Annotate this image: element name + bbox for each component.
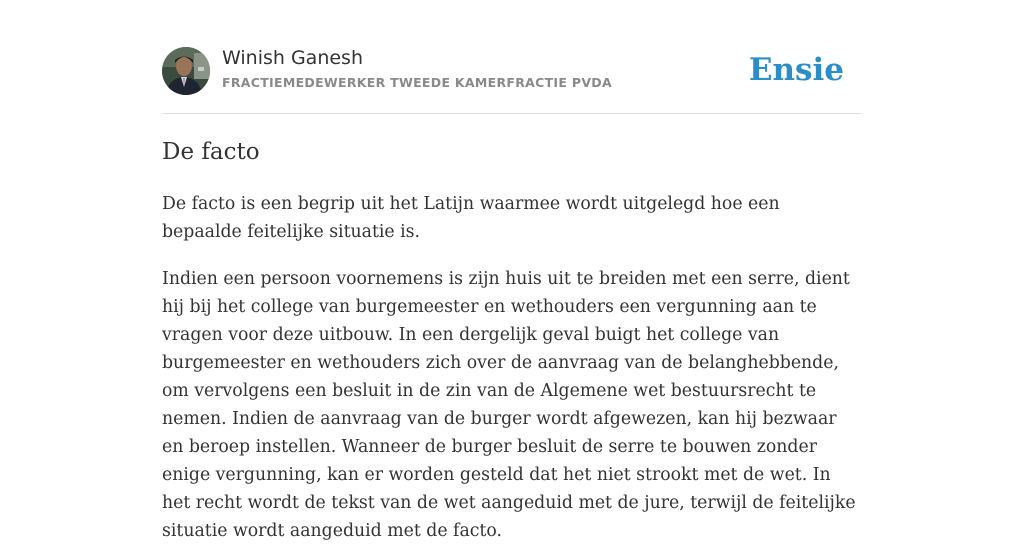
article-title: De facto <box>162 139 260 165</box>
brand-logo[interactable]: Ensie <box>748 52 844 88</box>
article-paragraph: De facto is een begrip uit het Latijn waarmee wordt uitgelegd hoe een bepaalde feitelijke situatie is. <box>162 194 780 242</box>
author-header <box>162 0 862 114</box>
author-role: FRACTIEMEDEWERKER TWEEDE KAMERFRACTIE PVDA <box>222 75 612 90</box>
article-container <box>162 0 862 541</box>
avatar-photo <box>162 47 210 95</box>
article-paragraph: Indien een persoon voornemens is zijn huis uit te breiden met een serre, dient hij bij het college van burgemeester en wethouders een vergunning aan te vragen voor deze uitbouw. In een dergelijk geval buigt het college van burgemeester en wethouders zich over de aanvraag van de belanghebbende, om vervolgens een besluit in de zin van de Algemene wet bestuursrecht te nemen. Indien de aanvraag van de burger wordt afgewezen, kan hij bezwaar en beroep instellen. Wanneer de burger besluit de serre te bouwen zonder enige vergunning, kan er worden gesteld dat het niet strookt met de wet. In het recht wordt de tekst van de wet aangeduid met de jure, terwijl de feitelijke situatie wordt aangeduid met de facto. <box>162 269 856 541</box>
author-name[interactable]: Winish Ganesh <box>222 47 363 69</box>
avatar[interactable] <box>162 47 210 95</box>
